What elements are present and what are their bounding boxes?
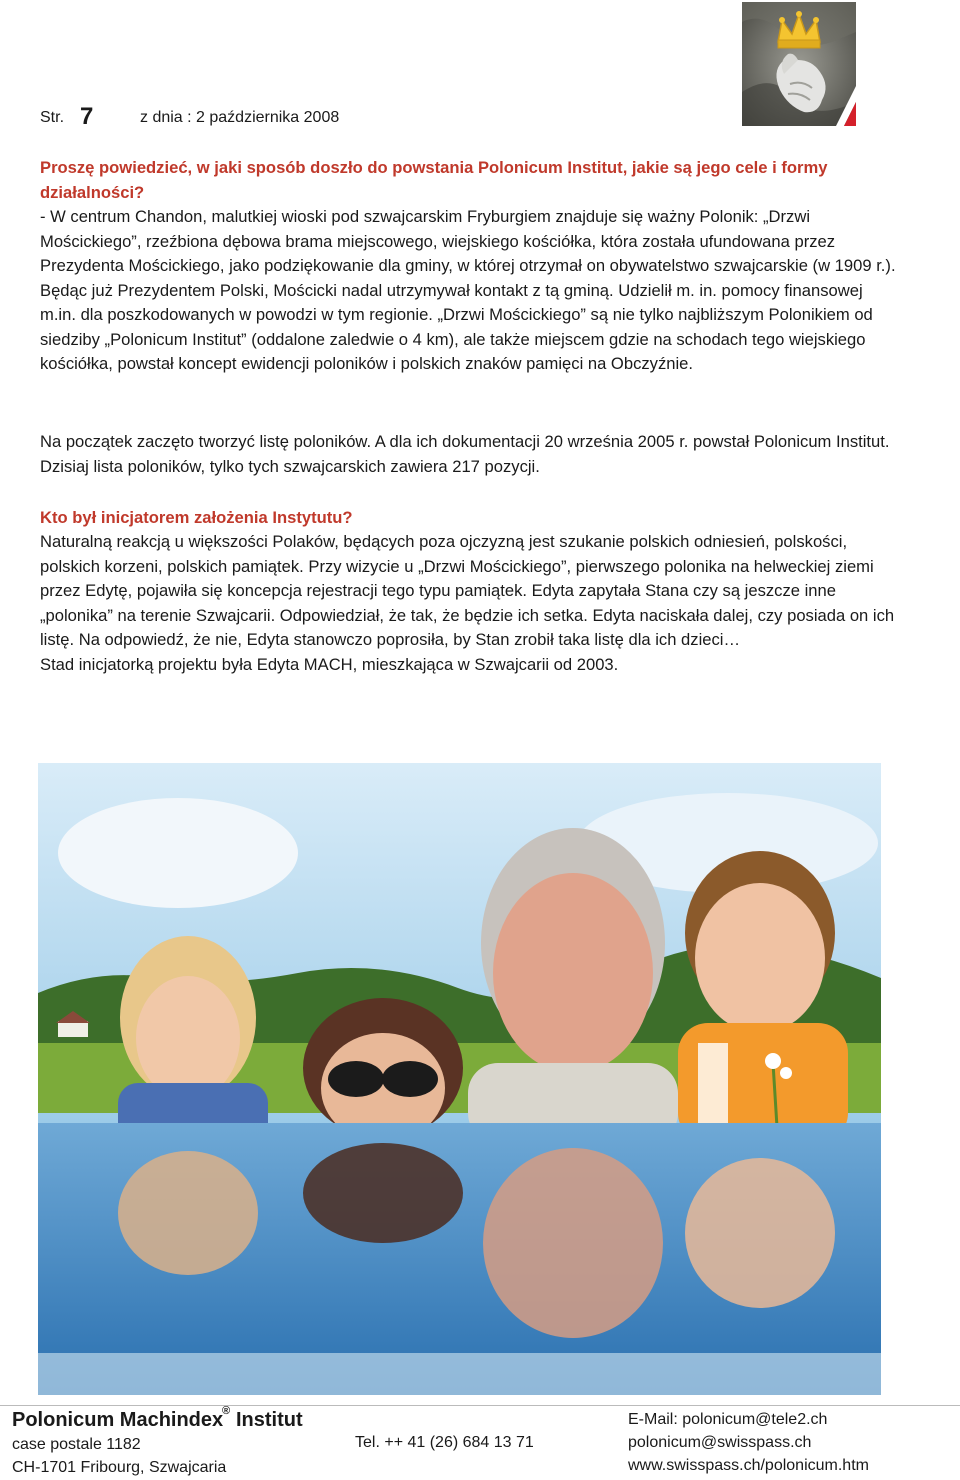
footer-address-postbox: case postale 1182 (12, 1436, 141, 1453)
footer-org-name: Polonicum Machindex (12, 1409, 224, 1431)
footer-address-city: CH-1701 Fribourg, Szwajcaria (12, 1459, 227, 1476)
page-label: Str. (40, 109, 65, 126)
question-heading-2: Kto był inicjatorem założenia Instytutu? (40, 508, 353, 527)
answer-paragraph-3-text: Naturalną reakcją u większości Polaków, będących poza ojczyzną jest szukanie polskich odniesień, polskości, polskich korzeni, polskich pamiątek. Przy wizycie u „Drzwi Mościckiego”, pierwszego polonika na helweckiej ziemi przez Edytę, pojawiła się koncepcja rejestracji tego typu pamiątek. Edyta zapytała Stana czy są jeszcze inne „polonika” na terenie Szwajcarii. Odpowiedział, że tak, że będzie ich setka. Edyta naciskała dalej, czy posiada on ich listę. Na odpowiedź, że nie, Edyta stanowczo poprosiła, by Stan zrobił taka listę dla ich dzieci… (40, 532, 895, 649)
answer-paragraph-3 (40, 530, 900, 677)
footer-org-suffix: Institut (236, 1409, 303, 1431)
footer-email-1[interactable]: E-Mail: polonicum@tele2.ch (628, 1411, 828, 1428)
answer-paragraph-2: Na początek zaczęto tworzyć listę poloników. A dla ich dokumentacji 20 września 2005 r. powstał Polonicum Institut. Dzisiaj lista poloników, tylko tych szwajcarskich zawiera 217 pozycji. (40, 432, 890, 476)
footer-email-2[interactable]: polonicum@swisspass.ch (628, 1434, 812, 1451)
family-photo (38, 763, 881, 1395)
answer-paragraph-3-conclusion: Stad inicjatorką projektu była Edyta MACH, mieszkająca w Szwajcarii od 2003. (40, 654, 619, 674)
footer-website-link[interactable]: www.swisspass.ch/polonicum.htm (628, 1457, 869, 1474)
footer-divider (0, 1405, 960, 1406)
page-number: 7 (80, 103, 94, 130)
footer-registered-mark: ® (222, 1405, 231, 1417)
page-date: z dnia : 2 października 2008 (140, 109, 340, 126)
crown-eagle-logo-icon (742, 2, 856, 126)
question-heading-1: Proszę powiedzieć, w jaki sposób doszło do powstania Polonicum Institut, jakie są jego cele i formy działalności? (40, 158, 828, 202)
answer-paragraph-1: - W centrum Chandon, malutkiej wioski pod szwajcarskim Fryburgiem znajduje się ważny Polonik: „Drzwi Mościckiego”, rzeźbiona dębowa brama miejscowego, wiejskiego kościółka, która została ufundowana przez Prezydenta Mościckiego, jako podziękowanie dla gminy, w której otrzymał on obywatelstwo szwajcarskie (w 1909 r.). Będąc już Prezydentem Polski, Mościcki nadal utrzymywał kontakt z tą gminą. Udzielił m. in. pomocy finansowej m.in. dla poszkodowanych w powodzi w tym regionie. „Drzwi Mościckiego” są nie tylko najbliższym Polonikiem od siedziby „Polonicum Institut” (oddalone zaledwie o 4 km), ale także miejscem gdzie na schodach tego wiejskiego kościółka, powstał koncept ewidencji poloników i polskich znaków pamięci na Obczyźnie. (40, 207, 896, 373)
footer-phone: Tel. ++ 41 (26) 684 13 71 (355, 1434, 534, 1451)
